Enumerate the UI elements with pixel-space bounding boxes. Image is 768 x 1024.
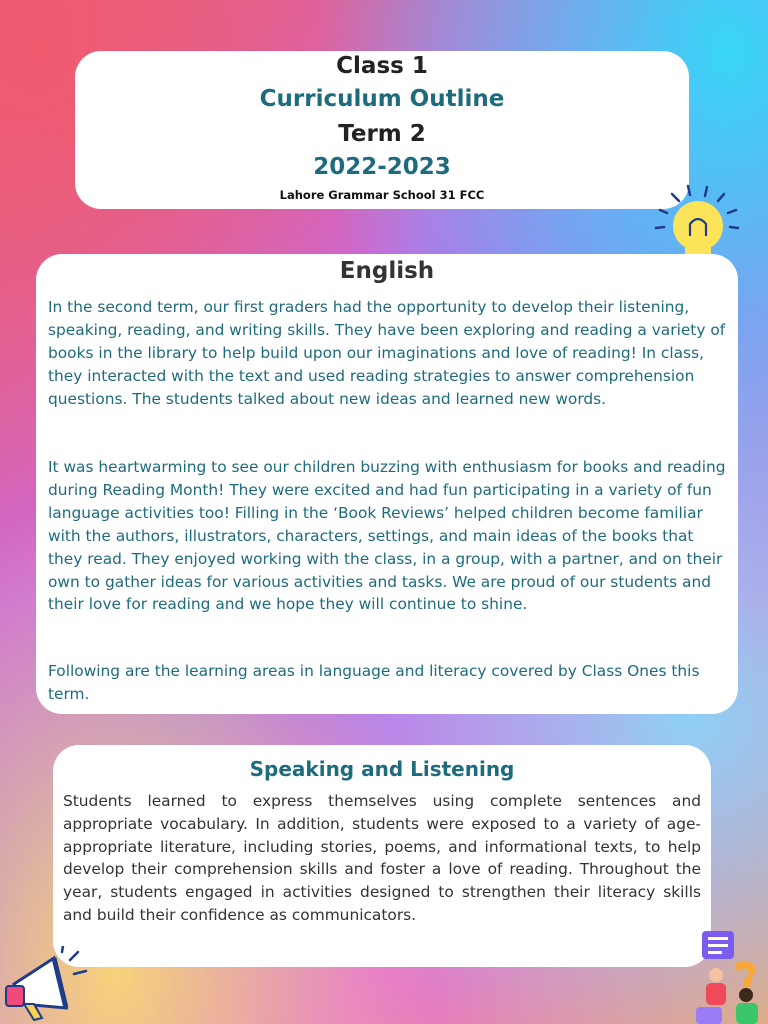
class-title: Class 1 (336, 53, 428, 79)
term-title: Term 2 (338, 121, 426, 147)
english-paragraph-3: Following are the learning areas in language and literacy covered by Class Ones this term. (48, 662, 700, 703)
speaking-listening-section (53, 745, 711, 967)
curriculum-outline-title: Curriculum Outline (259, 86, 505, 112)
year-title: 2022-2023 (313, 154, 451, 180)
school-name: Lahore Grammar School 31 FCC (279, 188, 485, 202)
english-paragraph-1: In the second term, our first graders had the opportunity to develop their listening, speaking, reading, and writing skills. They have been exploring and reading a variety of books in the library to help build upon our imaginations and love of reading! In class, they interacted with the text and used reading strategies to answer comprehension questions. The students talked about new ideas and learned new words. (48, 298, 726, 408)
speaking-listening-heading: Speaking and Listening (249, 757, 515, 781)
english-section (36, 254, 738, 714)
people-chat-icon (694, 925, 768, 1024)
megaphone-icon (0, 946, 92, 1024)
header-card (75, 51, 689, 209)
english-paragraph-2: It was heartwarming to see our children buzzing with enthusiasm for books and reading during Reading Month! They were excited and had fun participating in a variety of fun language activities too! Filling in the ‘Book Reviews’ helped children become familiar with the authors, illustrators, characters, settings, and main ideas of the books that they read. They enjoyed working with the class, in a group, with a partner, and on their own to gather ideas for various activities and tasks. We are proud of our students and their love for reading and we hope they will continue to shine. (48, 458, 726, 614)
speaking-listening-paragraph: Students learned to express themselves using complete sentences and appropriate vocabulary. In addition, students were exposed to a variety of age-appropriate literature, including stories, poems, and informational texts, to help develop their comprehension skills and foster a love of reading. Throughout the year, students engaged in activities designed to strengthen their literacy skills and build their confidence as communicators. (63, 792, 701, 924)
english-heading: English (339, 258, 435, 284)
